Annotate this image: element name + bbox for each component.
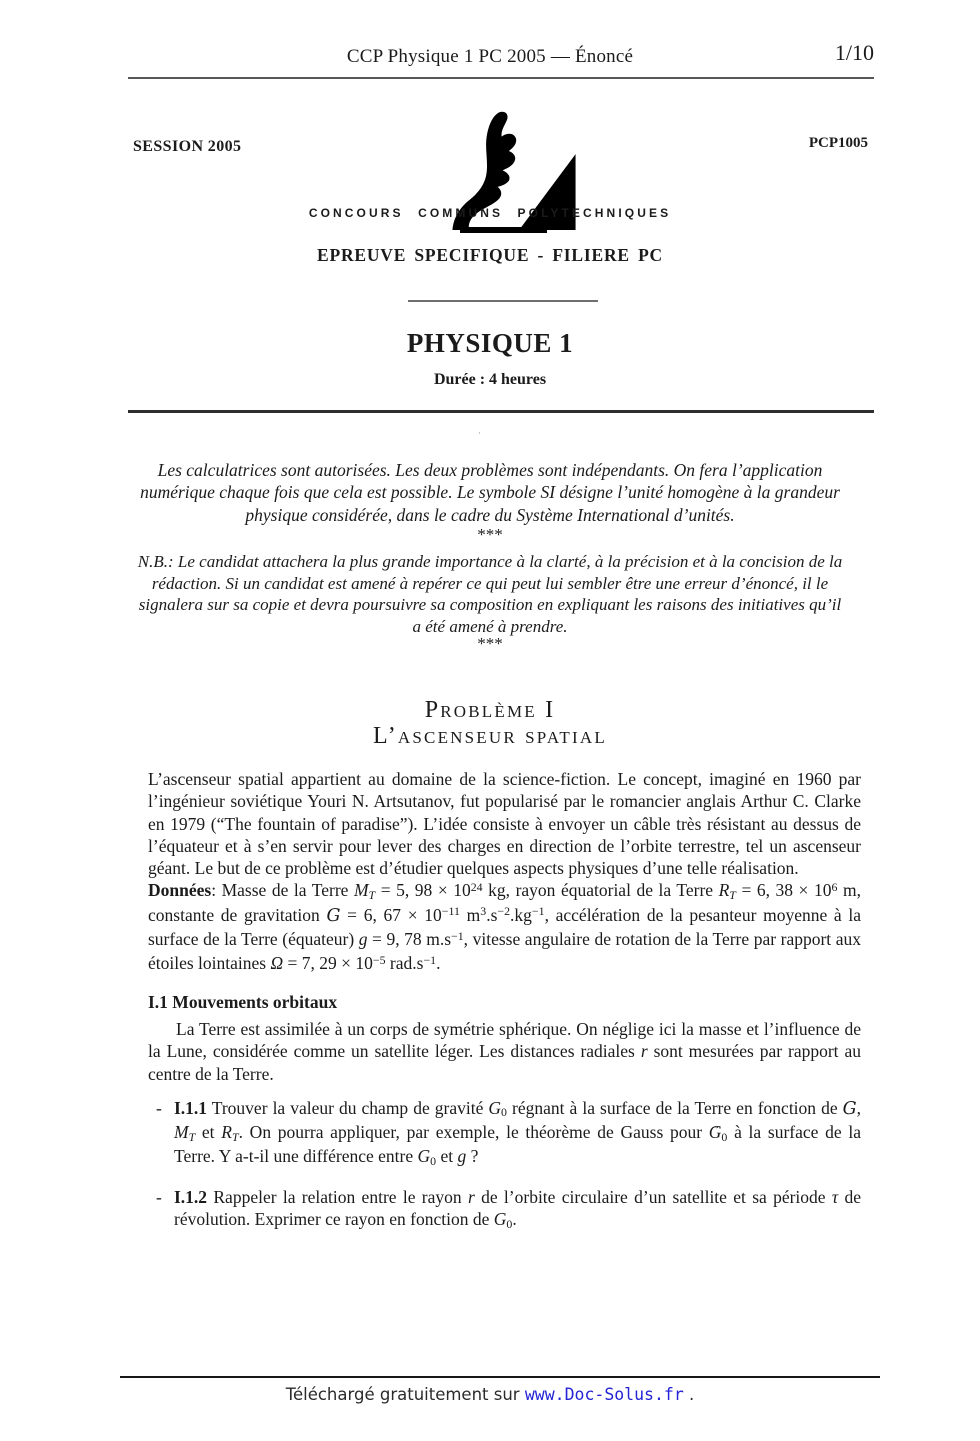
problem-body	[148, 768, 861, 1232]
exercise-item-I12	[148, 1186, 861, 1233]
main-divider	[128, 410, 874, 413]
footer-text: Téléchargé gratuitement sur www.Doc-Solus.fr .	[285, 1385, 695, 1404]
section-heading: I.1 Mouvements orbitaux	[148, 991, 338, 1012]
item-dash: -	[156, 1097, 162, 1118]
organisation-label: CONCOURS COMMUNS POLYTECHNIQUES	[308, 206, 672, 220]
intro-paragraph: L’ascenseur spatial appartient au domaine de la science-fiction. Le concept, imaginé en 1960 par l’ingénieur soviétique Youri N. Artsutanov, fut popularisé par le romancier anglais Arthur C. Clarke en 1979 (“The fountain of paradise”). L’idée consiste à envoyer un câble très résistant au dessus de l’équateur et à s’en servir pour lever des charges en direction de l’orbite terrestre, tel un ascenseur géant. Le but de ce problème est d’étudier quelques aspects physiques d’une telle réalisation.	[148, 769, 861, 879]
exercise-item-I11	[148, 1097, 861, 1170]
calculators-notice: Les calculatrices sont autorisées. Les deux problèmes sont indépendants. On fera l’application numérique chaque fois que cela est possible. Le symbole SI désigne l’unité homogène à la grandeur physique considérée, dans le cadre du Système International d’unités.	[140, 460, 840, 525]
page-number: 1/10	[834, 40, 874, 65]
scan-smudge: ·	[478, 428, 481, 438]
short-divider	[408, 300, 598, 302]
exercise-item-text: I.1.2 Rappeler la relation entre le rayon r de l’orbite circulaire d’un satellite et sa période τ de révolution. Exprimer ce rayon en fonction de G0.	[174, 1186, 861, 1231]
epreuve-label: EPREUVE SPECIFIQUE - FILIERE PC	[316, 245, 663, 265]
header-divider	[128, 77, 874, 79]
page-header-title: CCP Physique 1 PC 2005 — Énoncé	[346, 46, 634, 67]
exercise-item-text: I.1.1 Trouver la valeur du champ de gravité G0 régnant à la surface de la Terre en fonction de G, MT et RT. On pourra appliquer, par exemple, le théorème de Gauss pour → G0 à la surface de la Terre. Y a-t-il une différence entre G0 et g ?	[174, 1098, 861, 1167]
exam-title: PHYSIQUE 1	[406, 328, 574, 358]
exam-code-label: PCP1005	[808, 135, 868, 151]
session-label: SESSION 2005	[133, 138, 242, 155]
doc-solus-link[interactable]: www.Doc-Solus.fr	[524, 1385, 684, 1404]
section-intro-paragraph: La Terre est assimilée à un corps de symétrie sphérique. On néglige ici la masse et l’influence de la Lune, considérée comme un satellite léger. Les distances radiales r sont mesurées par rapport au centre de la Terre.	[148, 1018, 861, 1084]
donnees-paragraph: Données: Masse de la Terre MT = 5, $98 \times 10^{24}$ kg, rayon équatorial de la Terre RT = 6, $38 \times 10^6$ m, constante de gravitation G = 6, $67 \times 10^{-11}$ $m^3.s^{-2}.kg^{-1}$, accélération de la pesanteur moyenne à la surface de la Terre (équateur) g = 9, 78 $m.s^{-1}$, vitesse angulaire de rotation de la Terre par rapport aux étoiles lointaines Ω = 7, $29 \times 10^{-5}$ $rad.s^{-1}$.	[148, 880, 861, 974]
logo-underline-bar	[460, 227, 547, 233]
nb-notice: N.B.: Le candidat attachera la plus grande importance à la clarté, à la précision et à la concision de la rédaction. Si un candidat est amené à repérer ce qui peut lui sembler être une erreur d’énoncé, il le signalera sur sa copie et devra poursuivre sa composition en expliquant les raisons des initiatives qu’il a été amené à prendre.	[137, 552, 843, 637]
stars-separator-1: ***	[477, 525, 503, 544]
item-dash: -	[156, 1186, 162, 1207]
duration-label: Durée : 4 heures	[433, 371, 547, 388]
footer-divider	[120, 1376, 880, 1378]
probleme-heading-line2: L’ascenseur spatial	[373, 722, 607, 749]
probleme-heading-line1: Problème I	[424, 697, 556, 723]
stars-separator-2: ***	[477, 634, 503, 653]
probleme-heading	[0, 698, 980, 749]
